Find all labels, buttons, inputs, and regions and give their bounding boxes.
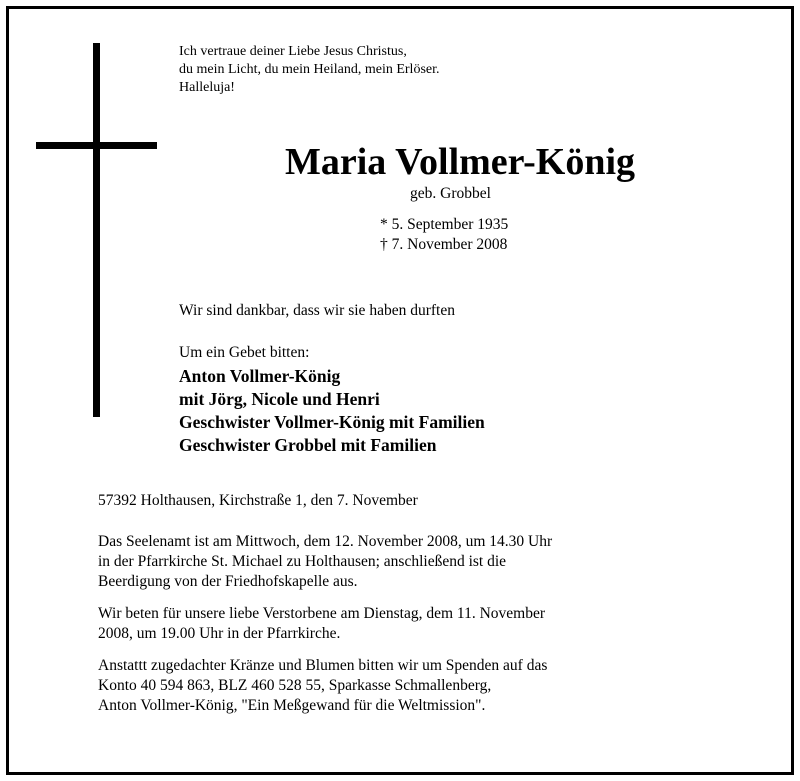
- verse-line: Ich vertraue deiner Liebe Jesus Christus,: [179, 44, 407, 59]
- prayer-service-paragraph: [98, 604, 545, 644]
- requiem-paragraph: [98, 532, 552, 592]
- thanks-line: Wir sind dankbar, dass wir sie haben durften: [179, 302, 455, 319]
- maiden-name: geb. Grobbel: [410, 185, 491, 202]
- paragraph-line: Beerdigung von der Friedhofskapelle aus.: [98, 573, 358, 590]
- deceased-name: Maria Vollmer-König: [284, 141, 636, 183]
- verse-line: du mein Licht, du mein Heiland, mein Erlöser.: [179, 62, 440, 77]
- paragraph-line: Konto 40 594 863, BLZ 460 528 55, Sparkasse Schmallenberg,: [98, 677, 492, 694]
- verse-line: Halleluja!: [179, 80, 235, 95]
- mourners-list: [179, 365, 485, 457]
- death-date: † 7. November 2008: [380, 236, 508, 253]
- paragraph-line: Wir beten für unsere liebe Verstorbene am Dienstag, dem 11. November: [98, 605, 546, 622]
- cross-icon-horizontal: [36, 142, 157, 149]
- paragraph-line: in der Pfarrkirche St. Michael zu Holthausen; anschließend ist die: [98, 553, 507, 570]
- paragraph-line: Das Seelenamt ist am Mittwoch, dem 12. November 2008, um 14.30 Uhr: [98, 533, 553, 550]
- mourner-line: mit Jörg, Nicole und Henri: [179, 389, 380, 409]
- paragraph-line: 2008, um 19.00 Uhr in der Pfarrkirche.: [98, 625, 341, 642]
- donations-paragraph: [98, 656, 547, 716]
- paragraph-line: Anstattt zugedachter Kränze und Blumen bitten wir um Spenden auf das: [98, 657, 548, 674]
- mourner-line: Geschwister Grobbel mit Familien: [179, 435, 437, 455]
- mourner-line: Geschwister Vollmer-König mit Familien: [179, 412, 485, 432]
- prayer-request: Um ein Gebet bitten:: [179, 344, 310, 361]
- cross-icon-vertical: [93, 43, 100, 417]
- paragraph-line: Anton Vollmer-König, "Ein Meßgewand für die Weltmission".: [98, 697, 486, 714]
- life-dates: [380, 215, 508, 255]
- bible-verse: [179, 43, 440, 97]
- mourner-line: Anton Vollmer-König: [179, 366, 341, 386]
- place-date: 57392 Holthausen, Kirchstraße 1, den 7. November: [98, 492, 418, 509]
- birth-date: * 5. September 1935: [380, 216, 509, 233]
